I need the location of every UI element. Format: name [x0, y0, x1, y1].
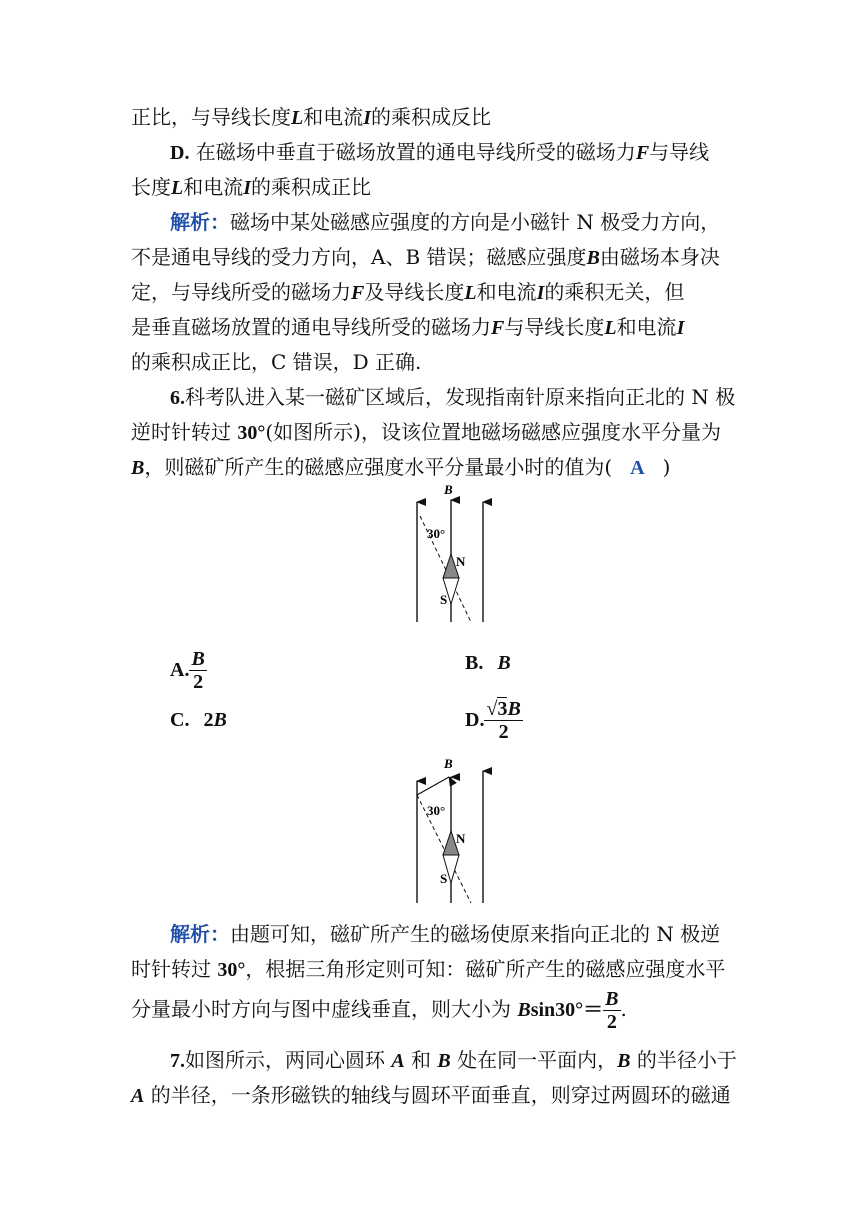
option-label: B. — [465, 652, 484, 674]
text: 长度 — [131, 175, 171, 199]
radicand: 3 — [497, 698, 508, 720]
option-label: A. — [170, 659, 190, 681]
var-L: L — [171, 177, 184, 199]
var-B: B — [497, 652, 511, 674]
denominator: 2 — [193, 671, 204, 693]
var-L: L — [464, 282, 477, 304]
explanation-line — [131, 278, 731, 307]
option-b[interactable] — [465, 648, 511, 677]
var-F: F — [491, 317, 505, 339]
option-label: D. — [465, 709, 485, 731]
var-B: B — [507, 698, 521, 720]
text: 如图所示，两同心圆环 — [185, 1048, 392, 1072]
var-B: B — [131, 457, 145, 479]
text: 与导线长度 — [504, 315, 605, 339]
var-L: L — [604, 317, 617, 339]
text: 分量最小时方向与图中虚线垂直，则大小为 — [131, 997, 518, 1021]
text: 和电流 — [303, 105, 364, 129]
option-c[interactable] — [170, 705, 227, 734]
var-I: I — [363, 107, 372, 129]
text: 逆时针转过 — [131, 420, 238, 444]
question-number: 6. — [170, 387, 185, 409]
text: sin30°＝ — [530, 999, 604, 1021]
question-7-line — [131, 1081, 731, 1110]
numerator: B — [191, 648, 205, 670]
numerator — [484, 698, 522, 721]
text: 磁场中某处磁感应强度的方向是小磁针 N 极受力方向， — [230, 210, 721, 234]
question-6-line — [170, 383, 736, 412]
explanation-line — [131, 313, 731, 342]
text: 由磁场本身决 — [599, 245, 720, 269]
question-6-line — [131, 453, 731, 482]
compass-figure-1 — [405, 480, 505, 625]
explanation-line — [131, 955, 731, 984]
var-I: I — [676, 317, 685, 339]
text: 和电流 — [183, 175, 244, 199]
text: ) — [662, 455, 671, 479]
label-n: N — [456, 554, 466, 569]
text: 是垂直磁场放置的通电导线所受的磁场力 — [131, 315, 491, 339]
compass-figure-2 — [405, 755, 505, 905]
text: ，则磁矿所产生的磁感应强度水平分量最小时的值为( — [144, 455, 613, 479]
text: 30° — [217, 959, 246, 981]
var-B: B — [617, 1050, 631, 1072]
component-arrow — [417, 777, 449, 795]
var-A: A — [131, 1085, 145, 1107]
text: 和 — [404, 1048, 438, 1072]
sqrt-icon: √ — [486, 698, 498, 720]
text-line — [131, 103, 731, 132]
text: 处在同一平面内， — [450, 1048, 618, 1072]
var-I: I — [243, 177, 252, 199]
explanation-line — [131, 348, 731, 376]
var-I: I — [536, 282, 545, 304]
option-label: D. — [170, 142, 190, 164]
text: 的半径，一条形磁铁的轴线与圆环平面垂直，则穿过两圆环的磁通 — [144, 1083, 731, 1107]
text: 和电流 — [616, 315, 677, 339]
text: 科考队进入某一磁矿区域后，发现指南针原来指向正北的 N 极 — [185, 385, 736, 409]
label-s: S — [440, 871, 448, 886]
text: 的乘积成正比 — [251, 175, 372, 199]
option-d-line — [170, 138, 770, 167]
fraction — [189, 648, 206, 693]
var-F: F — [635, 142, 650, 164]
explanation-label: 解析： — [170, 922, 230, 946]
text: 的半径小于 — [630, 1048, 737, 1072]
angle-label: 30° — [427, 526, 446, 541]
text: ，根据三角形定则可知：磁矿所产生的磁感应强度水平 — [245, 957, 726, 981]
option-a[interactable] — [170, 648, 207, 693]
text: 正比，与导线长度 — [131, 105, 291, 129]
explanation-line — [170, 208, 730, 236]
var-B: B — [586, 247, 600, 269]
text: (如图所示)，设该位置地磁场磁感应强度水平分量为 — [265, 420, 721, 444]
question-6-line — [131, 418, 731, 447]
var-B: B — [517, 999, 531, 1021]
denominator: 2 — [606, 1011, 617, 1033]
explanation-line — [131, 243, 731, 272]
fraction — [603, 988, 620, 1033]
var-F: F — [351, 282, 365, 304]
angle-label: 30° — [427, 803, 446, 818]
text: 不是通电导线的受力方向，A、B 错误；磁感应强度 — [131, 245, 587, 269]
var-B: B — [437, 1050, 451, 1072]
text: 由题可知，磁矿所产生的磁场使原来指向正北的 N 极逆 — [230, 922, 721, 946]
option-label: C. — [170, 709, 190, 731]
var-B: B — [213, 709, 227, 731]
denominator: 2 — [498, 721, 509, 743]
fraction — [484, 698, 522, 743]
text: 的乘积成反比 — [371, 105, 492, 129]
explanation-label: 解析： — [170, 210, 230, 234]
var-A: A — [391, 1050, 405, 1072]
text-line — [131, 173, 731, 202]
explanation-line: 分量最小时方向与图中虚线垂直，则大小为 Bsin30°＝ $\frac{B}{2}$ . — [131, 988, 627, 1033]
text: 和电流 — [476, 280, 537, 304]
text: 的乘积无关，但 — [544, 280, 685, 304]
text: 与导线 — [649, 140, 710, 164]
option-d[interactable] — [465, 698, 523, 743]
text: 30° — [237, 422, 266, 444]
text: 2 — [203, 709, 214, 731]
label-b: B — [444, 756, 453, 771]
label-n: N — [456, 831, 466, 846]
answer: A — [630, 457, 645, 479]
label-b: B — [444, 482, 453, 497]
text: 在磁场中垂直于磁场放置的通电导线所受的磁场力 — [189, 140, 636, 164]
explanation-line — [170, 920, 730, 948]
var-L: L — [291, 107, 304, 129]
question-number: 7. — [170, 1050, 185, 1072]
text: 的乘积成正比，C 错误，D 正确. — [131, 350, 422, 374]
label-s: S — [440, 592, 448, 607]
text: 及导线长度 — [364, 280, 465, 304]
text: 时针转过 — [131, 957, 218, 981]
question-7-line — [170, 1046, 737, 1075]
text: 定，与导线所受的磁场力 — [131, 280, 351, 304]
numerator: B — [605, 988, 619, 1010]
